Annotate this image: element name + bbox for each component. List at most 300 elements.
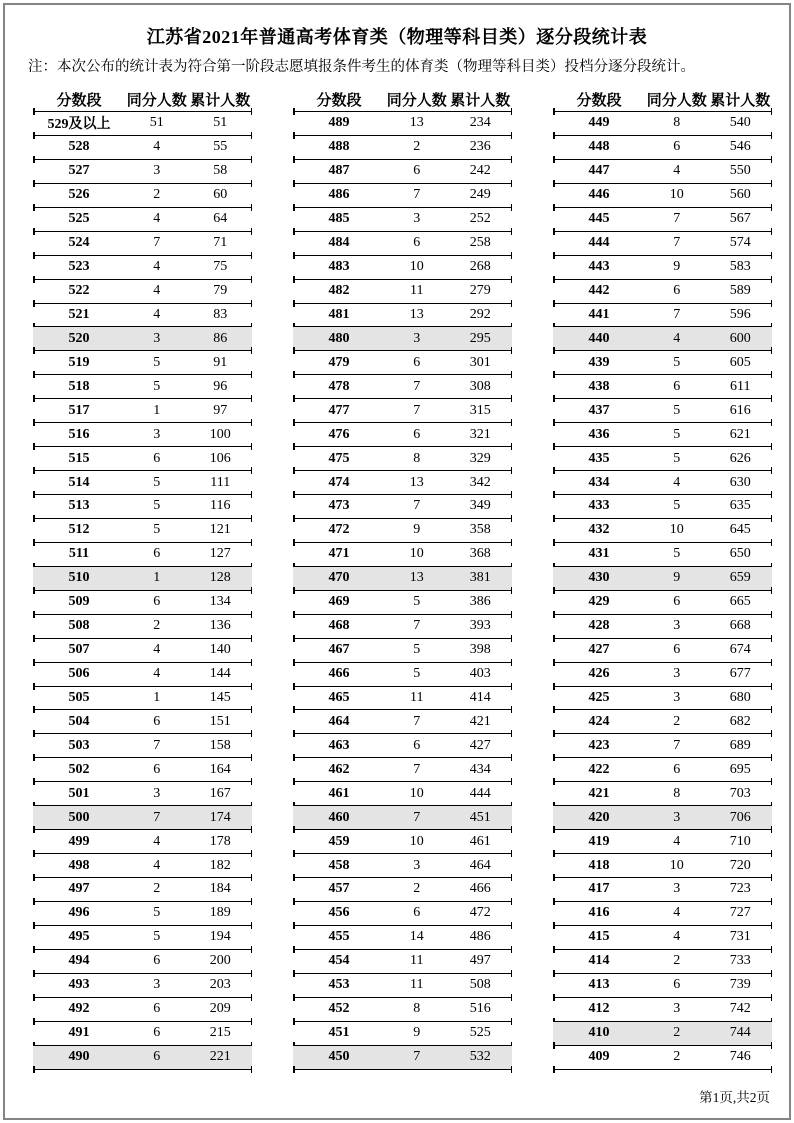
table-row <box>553 495 772 519</box>
count-cell: 10 <box>669 857 684 873</box>
count-cell: 6 <box>673 642 681 658</box>
score-cell: 417 <box>588 881 610 897</box>
table-row <box>293 663 512 687</box>
table-row <box>33 399 252 423</box>
count-cell: 7 <box>153 737 161 753</box>
score-cell: 425 <box>588 689 610 705</box>
score-cell: 499 <box>68 833 90 849</box>
table-row <box>293 854 512 878</box>
table-row <box>293 136 512 160</box>
score-cell: 470 <box>328 570 350 586</box>
cumulative-cell: 75 <box>213 259 228 275</box>
cumulative-cell: 605 <box>729 354 751 370</box>
cumulative-cell: 689 <box>729 737 751 753</box>
table-row <box>33 256 252 280</box>
cumulative-cell: 236 <box>469 139 491 155</box>
cumulative-cell: 731 <box>729 929 751 945</box>
count-cell: 6 <box>673 761 681 777</box>
count-cell: 7 <box>413 402 421 418</box>
count-cell: 3 <box>673 881 681 897</box>
score-cell: 420 <box>588 809 610 825</box>
cumulative-cell: 461 <box>469 833 491 849</box>
score-cell: 497 <box>68 881 90 897</box>
table-row <box>33 1022 252 1046</box>
count-cell: 7 <box>413 498 421 514</box>
count-cell: 5 <box>673 546 681 562</box>
count-cell: 2 <box>153 187 161 203</box>
count-cell: 6 <box>413 737 421 753</box>
cumulative-cell: 249 <box>469 187 491 203</box>
count-cell: 7 <box>413 187 421 203</box>
score-cell: 462 <box>328 761 350 777</box>
table-row <box>33 471 252 495</box>
table-header <box>293 88 512 112</box>
cumulative-cell: 100 <box>209 426 231 442</box>
score-cell: 484 <box>328 235 350 251</box>
count-cell: 4 <box>673 905 681 921</box>
score-cell: 508 <box>68 618 90 634</box>
table-row <box>553 327 772 351</box>
table-row <box>553 782 772 806</box>
cumulative-cell: 329 <box>469 450 491 466</box>
table-row <box>33 447 252 471</box>
score-cell: 457 <box>328 881 350 897</box>
note-text: 注：本次公布的统计表为符合第一阶段志愿填报条件考生的体育类（物理等科目类）投档分逐分段统计。 <box>28 59 695 75</box>
count-cell: 6 <box>153 1001 161 1017</box>
score-cell: 444 <box>588 235 610 251</box>
score-cell: 423 <box>588 737 610 753</box>
table-row <box>553 256 772 280</box>
score-cell: 488 <box>328 139 350 155</box>
table-row <box>293 351 512 375</box>
table-header <box>553 88 772 112</box>
count-cell: 10 <box>409 259 424 275</box>
cumulative-cell: 121 <box>209 522 231 538</box>
score-cell: 472 <box>328 522 350 538</box>
count-cell: 4 <box>673 474 681 490</box>
score-cell: 445 <box>588 211 610 227</box>
table-row <box>553 423 772 447</box>
score-cell: 432 <box>588 522 610 538</box>
cumulative-cell: 140 <box>209 642 231 658</box>
score-cell: 522 <box>68 283 90 299</box>
count-cell: 5 <box>153 378 161 394</box>
score-cell: 482 <box>328 283 350 299</box>
table-row <box>293 399 512 423</box>
score-cell: 469 <box>328 594 350 610</box>
count-cell: 3 <box>673 618 681 634</box>
count-cell: 2 <box>153 881 161 897</box>
cumulative-cell: 744 <box>729 1025 751 1041</box>
score-cell: 486 <box>328 187 350 203</box>
table-row <box>293 734 512 758</box>
table-row <box>33 543 252 567</box>
table-row <box>33 304 252 328</box>
count-cell: 1 <box>153 689 161 705</box>
table-row <box>33 854 252 878</box>
score-cell: 496 <box>68 905 90 921</box>
count-cell: 11 <box>409 953 424 969</box>
count-cell: 5 <box>153 905 161 921</box>
table-row <box>33 830 252 854</box>
table-row <box>33 663 252 687</box>
score-cell: 430 <box>588 570 610 586</box>
count-cell: 5 <box>673 402 681 418</box>
cumulative-cell: 167 <box>209 785 231 801</box>
score-cell: 503 <box>68 737 90 753</box>
cumulative-cell: 635 <box>729 498 751 514</box>
cumulative-cell: 583 <box>729 259 751 275</box>
table-row <box>293 112 512 136</box>
cumulative-cell: 727 <box>729 905 751 921</box>
cumulative-cell: 258 <box>469 235 491 251</box>
count-cell: 5 <box>413 666 421 682</box>
cumulative-cell: 178 <box>209 833 231 849</box>
table-row <box>33 974 252 998</box>
table-row <box>553 208 772 232</box>
cumulative-cell: 128 <box>209 570 231 586</box>
cumulative-cell: 315 <box>469 402 491 418</box>
cumulative-cell: 145 <box>209 689 231 705</box>
cumulative-cell: 677 <box>729 666 751 682</box>
cumulative-cell: 134 <box>209 594 231 610</box>
count-cell: 3 <box>153 163 161 179</box>
cumulative-cell: 650 <box>729 546 751 562</box>
score-cell: 410 <box>588 1025 610 1041</box>
cumulative-cell: 268 <box>469 259 491 275</box>
table-row <box>293 567 512 591</box>
count-cell: 8 <box>413 450 421 466</box>
count-cell: 5 <box>153 522 161 538</box>
table-row <box>33 351 252 375</box>
table-row <box>293 543 512 567</box>
count-cell: 4 <box>153 857 161 873</box>
score-cell: 518 <box>68 378 90 394</box>
table-row <box>33 519 252 543</box>
header-cumulative-count: 累计人数 <box>710 93 771 109</box>
score-table-3 <box>553 88 772 1070</box>
table-body <box>293 112 512 1070</box>
count-cell: 5 <box>153 498 161 514</box>
count-cell: 6 <box>673 594 681 610</box>
score-cell: 459 <box>328 833 350 849</box>
count-cell: 51 <box>149 115 164 131</box>
count-cell: 14 <box>409 929 424 945</box>
cumulative-cell: 550 <box>729 163 751 179</box>
count-cell: 6 <box>153 546 161 562</box>
count-cell: 5 <box>153 354 161 370</box>
table-row <box>33 375 252 399</box>
count-cell: 2 <box>673 1025 681 1041</box>
cumulative-cell: 414 <box>469 689 491 705</box>
cumulative-cell: 174 <box>209 809 231 825</box>
score-cell: 454 <box>328 953 350 969</box>
cumulative-cell: 466 <box>469 881 491 897</box>
count-cell: 3 <box>153 977 161 993</box>
cumulative-cell: 116 <box>209 498 231 514</box>
score-cell: 431 <box>588 546 610 562</box>
table-row <box>33 902 252 926</box>
score-cell: 504 <box>68 713 90 729</box>
cumulative-cell: 64 <box>213 211 228 227</box>
score-cell: 466 <box>328 666 350 682</box>
score-cell: 424 <box>588 713 610 729</box>
count-cell: 5 <box>413 642 421 658</box>
table-row <box>553 687 772 711</box>
count-cell: 9 <box>413 522 421 538</box>
count-cell: 2 <box>673 713 681 729</box>
score-cell: 492 <box>68 1001 90 1017</box>
count-cell: 10 <box>409 546 424 562</box>
cumulative-cell: 703 <box>729 785 751 801</box>
table-row <box>553 710 772 734</box>
count-cell: 7 <box>413 809 421 825</box>
score-cell: 447 <box>588 163 610 179</box>
score-cell: 521 <box>68 306 90 322</box>
count-cell: 5 <box>153 474 161 490</box>
score-cell: 433 <box>588 498 610 514</box>
score-cell: 465 <box>328 689 350 705</box>
table-row <box>553 830 772 854</box>
cumulative-cell: 668 <box>729 618 751 634</box>
table-row <box>293 926 512 950</box>
score-table-1 <box>33 88 252 1070</box>
header-score-segment: 分数段 <box>56 93 102 109</box>
table-row <box>33 567 252 591</box>
score-cell: 463 <box>328 737 350 753</box>
cumulative-cell: 739 <box>729 977 751 993</box>
score-cell: 495 <box>68 929 90 945</box>
cumulative-cell: 96 <box>213 378 228 394</box>
count-cell: 6 <box>153 1049 161 1065</box>
table-row <box>553 567 772 591</box>
header-score-segment: 分数段 <box>316 93 362 109</box>
count-cell: 5 <box>413 594 421 610</box>
header-same-score-count: 同分人数 <box>126 93 187 109</box>
table-row <box>33 160 252 184</box>
count-cell: 3 <box>673 1001 681 1017</box>
count-cell: 3 <box>673 666 681 682</box>
score-cell: 414 <box>588 953 610 969</box>
table-row <box>553 926 772 950</box>
score-cell: 505 <box>68 689 90 705</box>
count-cell: 7 <box>153 809 161 825</box>
table-row <box>33 878 252 902</box>
count-cell: 6 <box>413 354 421 370</box>
score-cell: 524 <box>68 235 90 251</box>
cumulative-cell: 106 <box>209 450 231 466</box>
cumulative-cell: 532 <box>469 1049 491 1065</box>
table-row <box>293 615 512 639</box>
count-cell: 8 <box>413 1001 421 1017</box>
table-row <box>33 495 252 519</box>
cumulative-cell: 234 <box>469 115 491 131</box>
count-cell: 8 <box>673 115 681 131</box>
cumulative-cell: 308 <box>469 378 491 394</box>
count-cell: 10 <box>409 785 424 801</box>
cumulative-cell: 194 <box>209 929 231 945</box>
table-row <box>293 830 512 854</box>
score-cell: 440 <box>588 330 610 346</box>
count-cell: 3 <box>153 426 161 442</box>
count-cell: 6 <box>153 713 161 729</box>
table-row <box>293 639 512 663</box>
score-cell: 477 <box>328 402 350 418</box>
cumulative-cell: 451 <box>469 809 491 825</box>
count-cell: 10 <box>669 522 684 538</box>
score-cell: 416 <box>588 905 610 921</box>
cumulative-cell: 516 <box>469 1001 491 1017</box>
score-cell: 450 <box>328 1049 350 1065</box>
table-row <box>293 304 512 328</box>
score-cell: 448 <box>588 139 610 155</box>
score-cell: 418 <box>588 857 610 873</box>
count-cell: 7 <box>673 211 681 227</box>
table-row <box>553 471 772 495</box>
table-row <box>553 854 772 878</box>
cumulative-cell: 144 <box>209 666 231 682</box>
score-cell: 520 <box>68 330 90 346</box>
count-cell: 4 <box>153 211 161 227</box>
table-row <box>553 519 772 543</box>
table-row <box>553 447 772 471</box>
cumulative-cell: 434 <box>469 761 491 777</box>
score-cell: 525 <box>68 211 90 227</box>
count-cell: 9 <box>673 570 681 586</box>
count-cell: 6 <box>153 450 161 466</box>
table-row <box>293 1046 512 1070</box>
count-cell: 4 <box>153 259 161 275</box>
count-cell: 7 <box>413 761 421 777</box>
table-row <box>33 734 252 758</box>
score-cell: 474 <box>328 474 350 490</box>
count-cell: 6 <box>413 235 421 251</box>
count-cell: 11 <box>409 283 424 299</box>
cumulative-cell: 58 <box>213 163 228 179</box>
table-row <box>293 232 512 256</box>
count-cell: 4 <box>153 306 161 322</box>
score-cell: 516 <box>68 426 90 442</box>
count-cell: 2 <box>153 618 161 634</box>
cumulative-cell: 295 <box>469 330 491 346</box>
table-row <box>293 782 512 806</box>
count-cell: 11 <box>409 689 424 705</box>
table-row <box>293 208 512 232</box>
score-cell: 512 <box>68 522 90 538</box>
cumulative-cell: 621 <box>729 426 751 442</box>
score-cell: 489 <box>328 115 350 131</box>
score-cell: 412 <box>588 1001 610 1017</box>
table-row <box>553 878 772 902</box>
page-number: 第1页,共2页 <box>699 1090 770 1105</box>
cumulative-cell: 86 <box>213 330 228 346</box>
table-row <box>33 232 252 256</box>
score-cell: 473 <box>328 498 350 514</box>
table-row <box>293 998 512 1022</box>
count-cell: 6 <box>413 905 421 921</box>
cumulative-cell: 136 <box>209 618 231 634</box>
count-cell: 4 <box>153 139 161 155</box>
count-cell: 4 <box>153 283 161 299</box>
score-cell: 509 <box>68 594 90 610</box>
score-cell: 435 <box>588 450 610 466</box>
table-row <box>293 447 512 471</box>
page-title: 江苏省2021年普通高考体育类（物理等科目类）逐分段统计表 <box>146 27 648 47</box>
cumulative-cell: 630 <box>729 474 751 490</box>
cumulative-cell: 742 <box>729 1001 751 1017</box>
cumulative-cell: 560 <box>729 187 751 203</box>
cumulative-cell: 158 <box>209 737 231 753</box>
cumulative-cell: 746 <box>729 1049 751 1065</box>
table-row <box>293 375 512 399</box>
table-row <box>33 998 252 1022</box>
score-cell: 409 <box>588 1049 610 1065</box>
score-cell: 514 <box>68 474 90 490</box>
score-cell: 434 <box>588 474 610 490</box>
header-cumulative-count: 累计人数 <box>450 93 511 109</box>
table-row <box>553 1022 772 1046</box>
table-row <box>553 1046 772 1070</box>
table-row <box>33 280 252 304</box>
table-row <box>33 639 252 663</box>
table-row <box>553 639 772 663</box>
cumulative-cell: 301 <box>469 354 491 370</box>
count-cell: 3 <box>673 689 681 705</box>
count-cell: 3 <box>413 211 421 227</box>
cumulative-cell: 381 <box>469 570 491 586</box>
cumulative-cell: 589 <box>729 283 751 299</box>
table-row <box>293 471 512 495</box>
count-cell: 7 <box>413 378 421 394</box>
cumulative-cell: 600 <box>729 330 751 346</box>
cumulative-cell: 695 <box>729 761 751 777</box>
cumulative-cell: 723 <box>729 881 751 897</box>
score-cell: 528 <box>68 139 90 155</box>
cumulative-cell: 83 <box>213 306 228 322</box>
table-row <box>553 663 772 687</box>
score-cell: 422 <box>588 761 610 777</box>
count-cell: 3 <box>413 330 421 346</box>
score-cell: 467 <box>328 642 350 658</box>
score-cell: 510 <box>68 570 90 586</box>
count-cell: 5 <box>673 450 681 466</box>
table-row <box>293 184 512 208</box>
score-cell: 513 <box>68 498 90 514</box>
count-cell: 2 <box>413 139 421 155</box>
score-cell: 427 <box>588 642 610 658</box>
table-row <box>553 351 772 375</box>
table-row <box>33 687 252 711</box>
cumulative-cell: 427 <box>469 737 491 753</box>
table-row <box>33 591 252 615</box>
cumulative-cell: 680 <box>729 689 751 705</box>
cumulative-cell: 215 <box>209 1025 231 1041</box>
score-cell: 498 <box>68 857 90 873</box>
count-cell: 6 <box>673 283 681 299</box>
cumulative-cell: 200 <box>209 953 231 969</box>
cumulative-cell: 342 <box>469 474 491 490</box>
table-row <box>33 806 252 830</box>
table-row <box>293 519 512 543</box>
count-cell: 13 <box>409 306 424 322</box>
table-row <box>33 615 252 639</box>
score-cell: 429 <box>588 594 610 610</box>
score-cell: 511 <box>68 546 90 562</box>
score-cell: 526 <box>68 187 90 203</box>
table-row <box>553 375 772 399</box>
count-cell: 6 <box>673 977 681 993</box>
cumulative-cell: 421 <box>469 713 491 729</box>
